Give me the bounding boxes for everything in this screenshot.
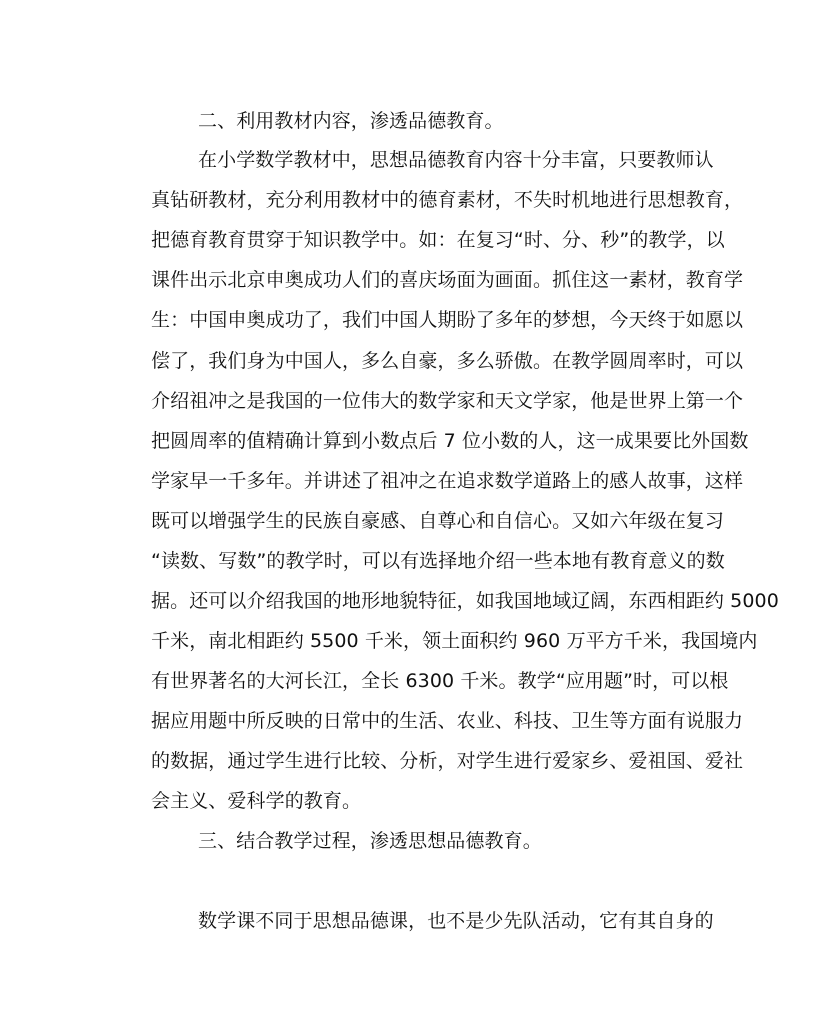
paragraph-line: 的数据，通过学生进行比较、分析，对学生进行爱家乡、爱祖国、爱社 xyxy=(151,750,744,772)
paragraph-line: 真钻研教材，充分利用教材中的德育素材，不失时机地进行思想教育， xyxy=(151,189,744,211)
paragraph-line: 会主义、爱科学的教育。 xyxy=(151,790,362,812)
paragraph-line: 介绍祖冲之是我国的一位伟大的数学家和天文学家，他是世界上第一个 xyxy=(151,390,744,412)
paragraph-line: 据应用题中所反映的日常中的生活、农业、科技、卫生等方面有说服力 xyxy=(151,710,744,732)
paragraph-line: 把圆周率的值精确计算到小数点后 7 位小数的人，这一成果要比外国数 xyxy=(151,430,749,452)
paragraph-line: 课件出示北京申奥成功人们的喜庆场面为画面。抓住这一素材，教育学 xyxy=(151,269,744,291)
paragraph-line: 据。还可以介绍我国的地形地貌特征，如我国地域辽阔，东西相距约 5000 xyxy=(151,590,779,612)
paragraph-line: 生：中国申奥成功了，我们中国人期盼了多年的梦想，今天终于如愿以 xyxy=(151,309,744,331)
paragraph-line: “读数、写数”的教学时，可以有选择地介绍一些本地有教育意义的数 xyxy=(151,550,725,572)
paragraph-line: 学家早一千多年。并讲述了祖冲之在追求数学道路上的感人故事，这样 xyxy=(151,470,744,492)
paragraph-line: 有世界著名的大河长江，全长 6300 千米。教学“应用题”时，可以根 xyxy=(151,670,729,692)
paragraph-line: 既可以增强学生的民族自豪感、自尊心和自信心。又如六年级在复习 xyxy=(151,510,725,532)
section-heading: 三、结合教学过程，渗透思想品德教育。 xyxy=(198,830,542,852)
paragraph-line: 在小学数学教材中，思想品德教育内容十分丰富，只要教师认 xyxy=(198,149,714,171)
paragraph-line: 把德育教育贯穿于知识教学中。如：在复习“时、分、秒”的教学，以 xyxy=(151,229,725,251)
paragraph-line: 偿了，我们身为中国人，多么自豪，多么骄傲。在教学圆周率时，可以 xyxy=(151,350,744,372)
section-heading: 二、利用教材内容，渗透品德教育。 xyxy=(198,110,504,132)
paragraph-line: 数学课不同于思想品德课，也不是少先队活动，它有其自身的 xyxy=(198,910,714,932)
paragraph-line: 千米，南北相距约 5500 千米，领土面积约 960 万平方千米，我国境内 xyxy=(151,630,758,652)
